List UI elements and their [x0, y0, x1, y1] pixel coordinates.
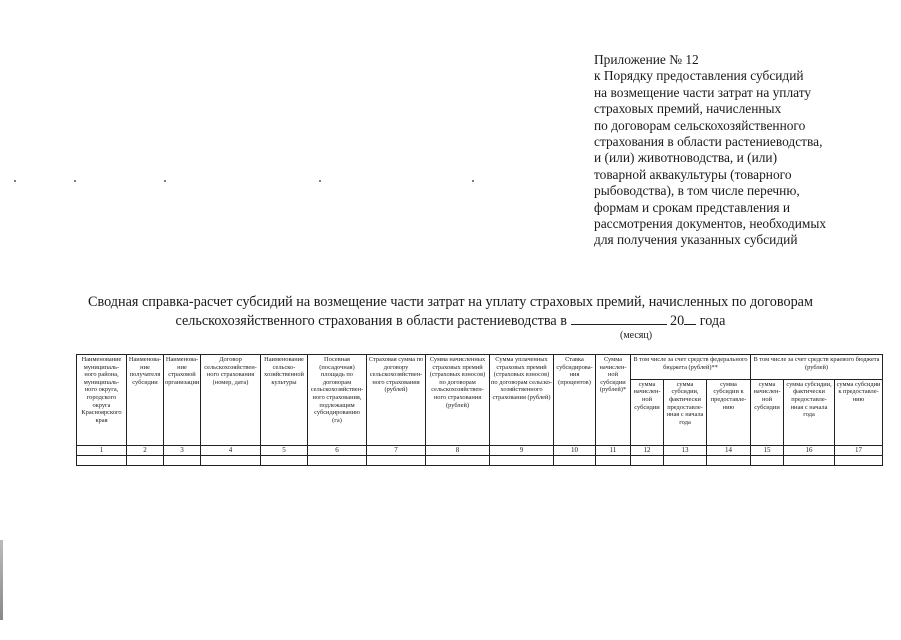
appendix-line: формам и срокам представления и — [594, 199, 791, 215]
column-number: 16 — [784, 446, 835, 456]
scan-dots — [14, 180, 484, 188]
table-cell[interactable] — [164, 456, 201, 466]
document-title — [0, 294, 901, 330]
table-cell[interactable] — [367, 456, 426, 466]
header-paid-premiums: Сумма уплаченных страховых премий (страховых взносов) по договорам сельско-хозяйственного страхования (рублей) — [490, 355, 554, 446]
appendix-line: рыбоводства), в том числе перечню, — [594, 183, 800, 199]
header-regional-provided: сумма субсидии, фактически предоставле-нная с начала года — [784, 379, 835, 445]
month-hint: (месяц) — [620, 330, 653, 341]
table-cell[interactable] — [596, 456, 631, 466]
title-line-2-suffix: года — [699, 313, 726, 329]
appendix-line: страхования в области растениеводства, — [594, 134, 823, 150]
table-cell[interactable] — [835, 456, 883, 466]
appendix-line: для получения указанных субсидий — [594, 232, 798, 248]
year-prefix: 20 — [670, 313, 685, 329]
table-cell[interactable] — [751, 456, 784, 466]
header-area: Посевная (посадочная) площадь по договорам сельскохозяйствен-ного страхования, подлежащим субсидированию (га) — [308, 355, 367, 446]
appendix-line: к Порядку предоставления субсидий — [594, 68, 804, 84]
column-number: 9 — [490, 446, 554, 456]
year-blank[interactable] — [684, 311, 696, 325]
header-accrued-premiums: Сумма начисленных страховых премий (страховых взносов) по договорам сельскохозяйствен-ного страхования (рублей) — [426, 355, 490, 446]
header-federal-provided: сумма субсидии, фактически предоставле-нная с начала года — [664, 379, 707, 445]
data-row-empty — [77, 456, 883, 466]
subsidy-table — [76, 354, 883, 466]
table-cell[interactable] — [784, 456, 835, 466]
appendix-line: страховых премий, начисленных — [594, 101, 782, 117]
column-number: 4 — [201, 446, 261, 456]
header-group-regional: В том числе за счет средств краевого бюджета (рублей) — [751, 355, 883, 380]
table-cell[interactable] — [127, 456, 164, 466]
column-number: 13 — [664, 446, 707, 456]
header-regional-accrued: сумма начислен-ной субсидии — [751, 379, 784, 445]
column-number-row — [77, 446, 883, 456]
column-number: 2 — [127, 446, 164, 456]
column-number: 1 — [77, 446, 127, 456]
appendix-line: на возмещение части затрат на уплату — [594, 84, 812, 100]
header-row-1 — [77, 355, 883, 380]
appendix-header — [594, 52, 894, 249]
appendix-line: Приложение № 12 — [594, 52, 699, 67]
scan-dot — [472, 180, 474, 182]
title-line-1: Сводная справка-расчет субсидий на возмещение части затрат на уплату страховых премий, начисленных по договорам — [88, 294, 813, 310]
month-blank[interactable] — [571, 311, 667, 325]
column-number: 17 — [835, 446, 883, 456]
table-cell[interactable] — [664, 456, 707, 466]
table-cell[interactable] — [201, 456, 261, 466]
column-number: 8 — [426, 446, 490, 456]
header-rate: Ставка субсидирова-ния (процентов) — [554, 355, 596, 446]
column-number: 10 — [554, 446, 596, 456]
column-number: 7 — [367, 446, 426, 456]
header-federal-accrued: сумма начислен-ной субсидии — [631, 379, 664, 445]
column-number: 15 — [751, 446, 784, 456]
table-cell[interactable] — [426, 456, 490, 466]
scan-edge — [0, 540, 3, 620]
header-municipality: Наименование муниципаль-ного района, муниципаль-ного округа, городского округа Красноярского края — [77, 355, 127, 446]
appendix-line: рассмотрения документов, необходимых — [594, 216, 827, 232]
table-cell[interactable] — [631, 456, 664, 466]
header-insured-sum: Страховая сумма по договору сельскохозяйствен-ного страхования (рублей) — [367, 355, 426, 446]
scan-dot — [319, 180, 321, 182]
appendix-line: по договорам сельскохозяйственного — [594, 117, 806, 133]
header-group-federal: В том числе за счет средств федерального бюджета (рублей)** — [631, 355, 751, 380]
header-contract: Договор сельскохозяйствен-ного страхования (номер, дата) — [201, 355, 261, 446]
column-number: 12 — [631, 446, 664, 456]
header-federal-to-provide: сумма субсидии к предоставле-нию — [707, 379, 751, 445]
table-cell[interactable] — [554, 456, 596, 466]
appendix-line: товарной аквакультуры (товарного — [594, 166, 792, 182]
scan-dot — [14, 180, 16, 182]
appendix-line: и (или) животноводства, и (или) — [594, 150, 778, 166]
table-cell[interactable] — [77, 456, 127, 466]
header-regional-to-provide: сумма субсидии к предоставле-нию — [835, 379, 883, 445]
column-number: 14 — [707, 446, 751, 456]
scan-dot — [164, 180, 166, 182]
header-insurer: Наименова-ние страховой организации — [164, 355, 201, 446]
table-cell[interactable] — [490, 456, 554, 466]
header-accrued-subsidy: Сумма начислен-ной субсидии (рублей)* — [596, 355, 631, 446]
table-cell[interactable] — [261, 456, 308, 466]
scan-dot — [74, 180, 76, 182]
title-line-2 — [0, 311, 901, 330]
table-cell[interactable] — [308, 456, 367, 466]
column-number: 3 — [164, 446, 201, 456]
header-recipient: Наименова-ние получателя субсидии — [127, 355, 164, 446]
column-number: 11 — [596, 446, 631, 456]
header-crop: Наименование сельско-хозяйственной культуры — [261, 355, 308, 446]
column-number: 6 — [308, 446, 367, 456]
column-number: 5 — [261, 446, 308, 456]
title-line-2-prefix: сельскохозяйственного страхования в области растениеводства в — [175, 313, 567, 329]
table-cell[interactable] — [707, 456, 751, 466]
